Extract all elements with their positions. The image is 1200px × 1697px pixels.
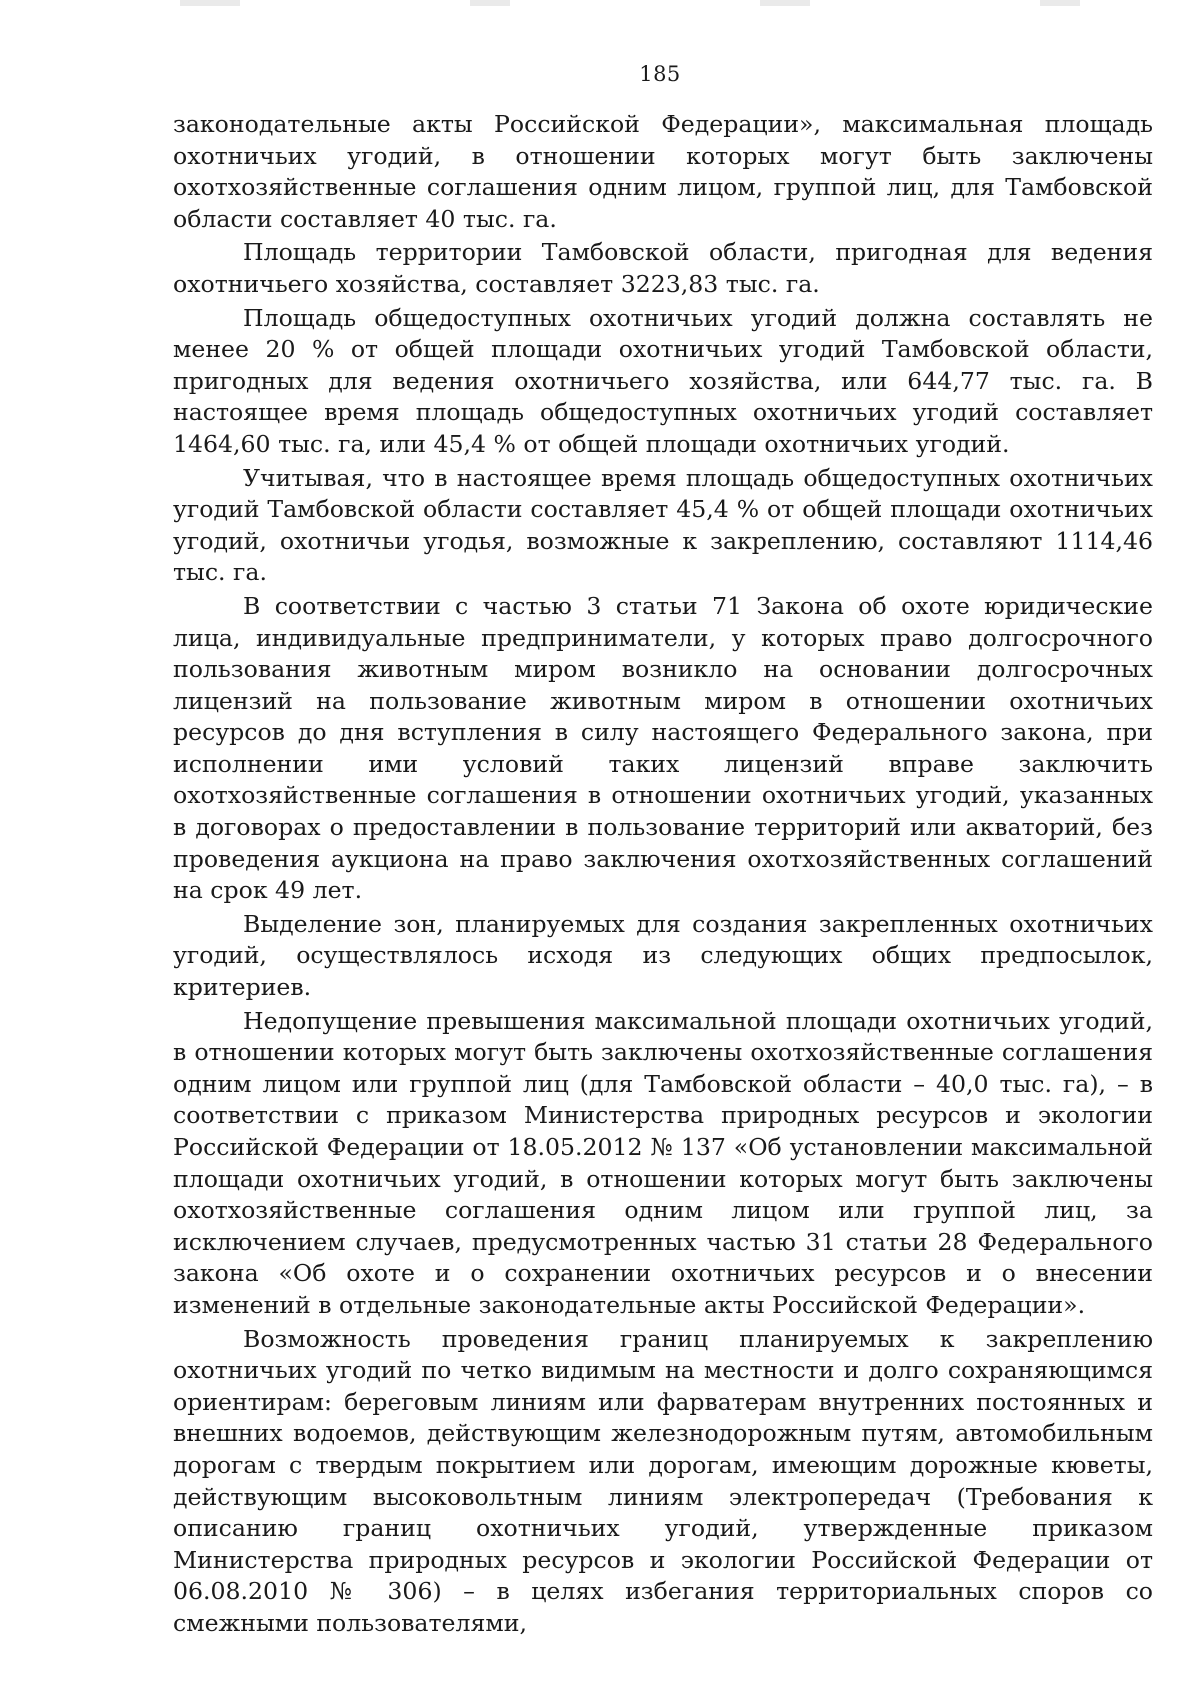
paragraph: Возможность проведения границ планируемых к закреплению охотничьих угодий по четко видимым на местности и долго сохраняющимся ориентирам: береговым линиям или фарватерам внутренних постоянных и внешних водоемов, действующим железнодорожным путям, автомобильным дорогам с твердым покрытием или дорогам, имеющим дорожные кюветы, действующим высоковольтным линиям электропередач (Требования к описанию границ охотничьих угодий, утвержденные приказом Министерства природных ресурсов и экологии Российской Федерации от 06.08.2010 № 306) – в целях избегания территориальных споров со смежными пользователями, — [173, 1324, 1153, 1637]
document-body — [173, 109, 1153, 1640]
paragraph: Учитывая, что в настоящее время площадь общедоступных охотничьих угодий Тамбовской области составляет 45,4 % от общей площади охотничьих угодий, охотничьи угодья, возможные к закреплению, составляют 1114,46 тыс. га. — [173, 463, 1153, 587]
paragraph: Площадь территории Тамбовской области, пригодная для ведения охотничьего хозяйства, составляет 3223,83 тыс. га. — [173, 238, 1153, 298]
paragraph: Недопущение превышения максимальной площади охотничьих угодий, в отношении которых могут быть заключены охотхозяйственные соглашения одним лицом или группой лиц (для Тамбовской области – 40,0 тыс. га), – в соответствии с приказом Министерства природных ресурсов и экологии Российской Федерации от 18.05.2012 № 137 «Об установлении максимальной площади охотничьих угодий, в отношении которых могут быть заключены охотхозяйственные соглашения одним лицом или группой лиц, за исключением случаев, предусмотренных частью 31 статьи 28 Федерального закона «Об охоте и о сохранении охотничьих ресурсов и о внесении изменений в отдельные законодательные акты Российской Федерации». — [173, 1006, 1153, 1319]
paragraph: Выделение зон, планируемых для создания закрепленных охотничьих угодий, осуществлялось исходя из следующих общих предпосылок, критериев. — [173, 909, 1153, 1002]
scan-artifact — [760, 0, 810, 6]
paragraph: Площадь общедоступных охотничьих угодий должна составлять не менее 20 % от общей площади охотничьих угодий Тамбовской области, пригодных для ведения охотничьего хозяйства, или 644,77 тыс. га. В настоящее время площадь общедоступных охотничьих угодий составляет 1464,60 тыс. га, или 45,4 % от общей площади охотничьих угодий. — [173, 303, 1153, 458]
scan-artifact — [470, 0, 510, 6]
scan-artifact — [1040, 0, 1080, 6]
paragraph: В соответствии с частью 3 статьи 71 Закона об охоте юридические лица, индивидуальные предприниматели, у которых право долгосрочного пользования животным миром возникло на основании долгосрочных лицензий на пользование животным миром в отношении охотничьих ресурсов до дня вступления в силу настоящего Федерального закона, при исполнении ими условий таких лицензий вправе заключить охотхозяйственные соглашения в отношении охотничьих угодий, указанных в договорах о предоставлении в пользование территорий или акваторий, без проведения аукциона на право заключения охотхозяйственных соглашений на срок 49 лет. — [173, 591, 1153, 905]
scan-artifact — [180, 0, 240, 6]
paragraph: законодательные акты Российской Федерации», максимальная площадь охотничьих угодий, в отношении которых могут быть заключены охотхозяйственные соглашения одним лицом, группой лиц, для Тамбовской области составляет 40 тыс. га. — [173, 110, 1153, 233]
page-number: 185 — [639, 62, 681, 86]
